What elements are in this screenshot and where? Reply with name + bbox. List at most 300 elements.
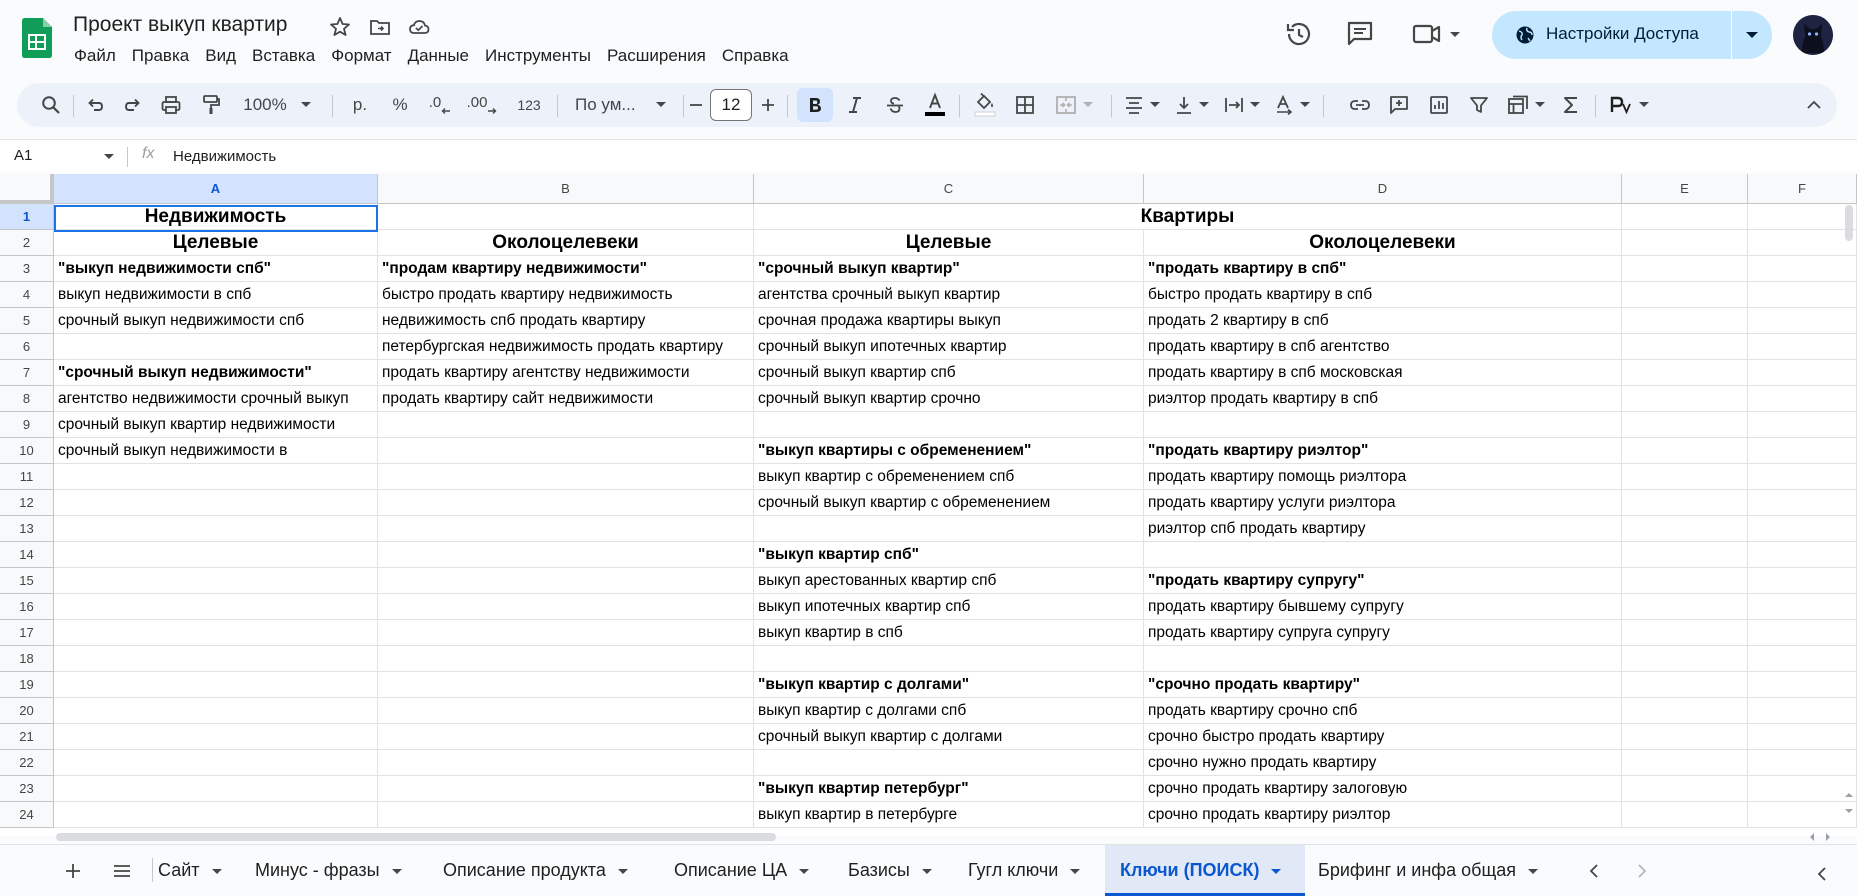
column-header-e[interactable]: E [1622, 174, 1748, 204]
cell-col-d[interactable]: продать квартиру в спб агентство [1144, 334, 1622, 360]
minus-icon [689, 98, 703, 112]
cell[interactable] [378, 750, 754, 776]
chevron-down-icon [212, 869, 222, 874]
sheet-tab-google-keys[interactable] [968, 845, 1098, 896]
row-header[interactable]: 8 [0, 386, 54, 412]
toolbar-divider [787, 95, 788, 117]
borders-button[interactable] [1007, 83, 1043, 127]
cell-col-d[interactable]: "продать квартиру в спб" [1144, 256, 1622, 282]
row-header[interactable]: 2 [0, 230, 54, 256]
cell[interactable] [1144, 542, 1622, 568]
cell[interactable] [1748, 334, 1857, 360]
undo-button[interactable] [77, 83, 113, 127]
cell-col-b[interactable]: недвижимость спб продать квартиру [378, 308, 754, 334]
sheet-tab-negative-keywords[interactable] [255, 845, 413, 896]
cell[interactable] [1622, 594, 1748, 620]
cell[interactable] [378, 412, 754, 438]
chevron-down-icon [1199, 102, 1209, 108]
sheet-tab-site[interactable] [157, 845, 237, 896]
bold-icon [807, 96, 823, 114]
cell[interactable] [1748, 672, 1857, 698]
sheet-tab-bases[interactable] [848, 845, 948, 896]
cell-col-a[interactable]: выкуп недвижимости в спб [54, 282, 378, 308]
text-wrapping-button[interactable] [1217, 83, 1267, 127]
horizontal-align-button[interactable] [1117, 83, 1167, 127]
row-header[interactable]: 19 [0, 672, 54, 698]
select-all-corner[interactable] [0, 174, 54, 204]
cell[interactable] [378, 724, 754, 750]
chevron-down-icon [799, 869, 809, 874]
cell[interactable] [378, 204, 754, 230]
comments-icon[interactable] [1344, 18, 1376, 50]
cell[interactable] [1748, 464, 1857, 490]
cell[interactable] [378, 516, 754, 542]
cell-b2[interactable]: Околоцелевеки [378, 230, 754, 256]
spreadsheet-grid[interactable] [0, 174, 1857, 836]
menu-extensions[interactable]: Расширения [607, 46, 706, 65]
horizontal-scrollbar[interactable] [56, 833, 776, 841]
column-header-f[interactable]: F [1748, 174, 1857, 204]
sheet-tab-label: Ключи (ПОИСК) [1120, 860, 1260, 880]
cell-col-c[interactable]: агентства срочный выкуп квартир [754, 282, 1144, 308]
row-header[interactable]: 23 [0, 776, 54, 802]
cell-col-c[interactable]: срочный выкуп ипотечных квартир [754, 334, 1144, 360]
cell-col-d[interactable]: риэлтор спб продать квартиру [1144, 516, 1622, 542]
column-header-b[interactable]: B [378, 174, 754, 204]
menu-format[interactable]: Формат [331, 46, 392, 65]
menu-icon [113, 864, 131, 878]
menu-view[interactable]: Вид [205, 46, 236, 65]
cell[interactable] [54, 620, 378, 646]
align-bottom-icon [1175, 95, 1193, 115]
scroll-left-icon[interactable] [1808, 832, 1816, 842]
row-header[interactable]: 21 [0, 724, 54, 750]
plus-icon [65, 863, 81, 879]
cell-col-c[interactable]: "срочный выкуп квартир" [754, 256, 1144, 282]
cell[interactable] [1622, 464, 1748, 490]
cell-col-d[interactable]: срочно продать квартиру залоговую [1144, 776, 1622, 802]
cell[interactable] [54, 594, 378, 620]
column-header-c[interactable]: C [754, 174, 1144, 204]
cell-col-d[interactable]: "продать квартиру риэлтор" [1144, 438, 1622, 464]
cell-col-a[interactable]: срочный выкуп квартир недвижимости [54, 412, 378, 438]
cell[interactable] [1144, 646, 1622, 672]
row-header[interactable]: 3 [0, 256, 54, 282]
cell[interactable] [754, 412, 1144, 438]
cell[interactable] [1748, 360, 1857, 386]
menu-tools[interactable]: Инструменты [485, 46, 592, 65]
cell[interactable] [378, 568, 754, 594]
vertical-align-button[interactable] [1167, 83, 1217, 127]
cell[interactable] [54, 542, 378, 568]
cell-col-d[interactable]: быстро продать квартиру в спб [1144, 282, 1622, 308]
move-folder-icon[interactable] [368, 15, 392, 39]
cell[interactable] [54, 750, 378, 776]
text-rotation-button[interactable] [1267, 83, 1317, 127]
cell-col-c[interactable]: "выкуп квартир петербург" [754, 776, 1144, 802]
decrease-decimal-button[interactable] [422, 83, 458, 127]
cell[interactable] [54, 646, 378, 672]
share-button[interactable] [1492, 11, 1772, 59]
menu-file[interactable]: Файл [74, 46, 116, 65]
toolbar-divider [332, 95, 333, 117]
row-header[interactable]: 1 [0, 204, 54, 230]
filter-views-icon [1507, 95, 1529, 115]
cell-col-c[interactable]: срочный выкуп квартир с обременением [754, 490, 1144, 516]
cell-col-a[interactable]: "выкуп недвижимости спб" [54, 256, 378, 282]
cell-d2[interactable]: Околоцелевеки [1144, 230, 1622, 256]
sheet-tab-label: Брифинг и инфа общая [1318, 860, 1517, 880]
cell[interactable] [1622, 776, 1748, 802]
toolbar-divider [1111, 95, 1112, 117]
toolbar-divider [959, 95, 960, 117]
decrease-decimal-label: .0 [428, 93, 442, 111]
cell-col-d[interactable]: срочно продать квартиру риэлтор [1144, 802, 1622, 828]
italic-icon [847, 96, 863, 114]
cell[interactable] [1622, 412, 1748, 438]
print-button[interactable] [153, 83, 189, 127]
cell[interactable] [1622, 672, 1748, 698]
input-tools-button[interactable] [1601, 83, 1657, 127]
cell[interactable] [1622, 568, 1748, 594]
cell-col-c[interactable]: срочный выкуп квартир спб [754, 360, 1144, 386]
cell[interactable] [1622, 646, 1748, 672]
cell-col-b[interactable]: продать квартиру агентству недвижимости [378, 360, 754, 386]
cell[interactable] [378, 776, 754, 802]
cell[interactable] [1748, 412, 1857, 438]
cell[interactable] [54, 334, 378, 360]
redo-icon [123, 95, 143, 115]
sheet-tab-audience-description[interactable] [674, 845, 834, 896]
menu-bar [66, 44, 797, 68]
globe-icon [1515, 25, 1535, 45]
cell-a2[interactable]: Целевые [54, 230, 378, 256]
bold-button[interactable] [797, 88, 833, 122]
chart-icon [1429, 95, 1449, 115]
scroll-up-icon[interactable] [1844, 791, 1854, 799]
sheet-tab-label: Описание ЦА [674, 860, 788, 880]
cell[interactable] [1622, 438, 1748, 464]
sheet-tab-label: Базисы [848, 860, 910, 880]
cell-col-c[interactable]: выкуп квартир с обременением спб [754, 464, 1144, 490]
redo-button[interactable] [115, 83, 151, 127]
cell-col-d[interactable]: срочно быстро продать квартиру [1144, 724, 1622, 750]
cell[interactable] [378, 698, 754, 724]
menu-help[interactable]: Справка [721, 46, 789, 65]
meet-icon[interactable] [1410, 18, 1462, 50]
cell[interactable] [1622, 204, 1748, 230]
sheet-tab-search-keys[interactable] [1105, 845, 1305, 896]
cell[interactable] [1622, 386, 1748, 412]
text-rotation-icon [1274, 95, 1294, 115]
fill-color-button[interactable] [967, 83, 1003, 127]
row-header[interactable]: 22 [0, 750, 54, 776]
row-header[interactable]: 18 [0, 646, 54, 672]
cell-col-c[interactable]: срочный выкуп квартир с долгами [754, 724, 1144, 750]
cell-col-d[interactable]: риэлтор продать квартиру в спб [1144, 386, 1622, 412]
cell-col-c[interactable]: выкуп ипотечных квартир спб [754, 594, 1144, 620]
cell[interactable] [1748, 542, 1857, 568]
cell-col-a[interactable]: агентство недвижимости срочный выкуп [54, 386, 378, 412]
share-dropdown-icon[interactable] [1745, 31, 1759, 39]
italic-button[interactable] [837, 83, 873, 127]
toolbar-divider [73, 95, 74, 117]
star-icon[interactable] [328, 15, 352, 39]
cell[interactable] [1748, 438, 1857, 464]
increase-decimal-label: .00 [466, 93, 488, 111]
cell[interactable] [378, 542, 754, 568]
cell-col-d[interactable]: продать квартиру услуги риэлтора [1144, 490, 1622, 516]
currency-format-button[interactable]: р. [352, 95, 368, 114]
font-family-select[interactable] [565, 83, 677, 127]
increase-font-size-button[interactable] [756, 83, 780, 127]
row-header[interactable]: 10 [0, 438, 54, 464]
row-header[interactable]: 6 [0, 334, 54, 360]
increase-decimal-button[interactable] [462, 83, 502, 127]
row-header[interactable]: 15 [0, 568, 54, 594]
cell[interactable] [1748, 516, 1857, 542]
cell-a1[interactable]: Недвижимость [54, 204, 378, 230]
cell[interactable] [1748, 776, 1857, 802]
cell-col-c[interactable]: "выкуп квартиры с обременением" [754, 438, 1144, 464]
name-box[interactable]: A1 [14, 147, 33, 164]
cell[interactable] [54, 776, 378, 802]
chevron-right-icon[interactable] [1636, 863, 1648, 879]
cell[interactable] [378, 438, 754, 464]
add-sheet-button[interactable] [58, 845, 88, 896]
cell-col-d[interactable]: продать 2 квартиру в спб [1144, 308, 1622, 334]
cell[interactable] [1622, 360, 1748, 386]
cell[interactable] [1622, 490, 1748, 516]
cell-col-c[interactable]: выкуп квартир в петербурге [754, 802, 1144, 828]
cell[interactable] [1622, 698, 1748, 724]
cell[interactable] [378, 646, 754, 672]
sheet-tab-product-description[interactable] [443, 845, 649, 896]
cell[interactable] [1622, 516, 1748, 542]
cell-col-c[interactable]: "выкуп квартир с долгами" [754, 672, 1144, 698]
chevron-down-icon [1639, 102, 1649, 108]
row-header[interactable]: 16 [0, 594, 54, 620]
insert-link-button[interactable] [1342, 83, 1378, 127]
cell-col-d[interactable]: "продать квартиру супругу" [1144, 568, 1622, 594]
cell[interactable] [1748, 620, 1857, 646]
cell-col-c[interactable]: срочный выкуп квартир срочно [754, 386, 1144, 412]
cell-col-d[interactable]: "срочно продать квартиру" [1144, 672, 1622, 698]
row-header[interactable]: 9 [0, 412, 54, 438]
cell-col-c[interactable]: выкуп арестованных квартир спб [754, 568, 1144, 594]
zoom-value: 100% [243, 95, 287, 114]
cell[interactable] [1622, 282, 1748, 308]
scroll-right-icon[interactable] [1824, 832, 1832, 842]
cell[interactable] [1144, 412, 1622, 438]
font-size-input[interactable]: 12 [710, 89, 752, 121]
row-header[interactable]: 17 [0, 620, 54, 646]
cell[interactable] [1622, 542, 1748, 568]
chevron-down-icon [392, 869, 402, 874]
chevron-down-icon [1271, 869, 1281, 874]
sheet-tabs-bar [0, 844, 1857, 895]
cell[interactable] [54, 698, 378, 724]
cell[interactable] [1622, 620, 1748, 646]
zoom-select[interactable] [237, 83, 317, 127]
cell[interactable] [1748, 204, 1857, 230]
cell[interactable] [1748, 568, 1857, 594]
merge-cells-icon [1055, 95, 1077, 115]
cell-col-d[interactable]: продать квартиру помощь риэлтора [1144, 464, 1622, 490]
cell[interactable] [1622, 802, 1748, 828]
strikethrough-button[interactable] [877, 83, 913, 127]
cell[interactable] [1622, 256, 1748, 282]
text-wrap-icon [1224, 96, 1244, 114]
cell[interactable] [1748, 724, 1857, 750]
cell-col-c[interactable]: выкуп квартир с долгами спб [754, 698, 1144, 724]
sheet-tab-label: Сайт [158, 860, 200, 880]
cell[interactable] [54, 464, 378, 490]
filter-views-button[interactable] [1501, 83, 1551, 127]
cell[interactable] [378, 490, 754, 516]
row-header[interactable]: 5 [0, 308, 54, 334]
cell-col-d[interactable]: продать квартиру в спб московская [1144, 360, 1622, 386]
chevron-down-icon[interactable] [104, 154, 114, 160]
chevron-down-icon [301, 102, 311, 108]
cell[interactable] [1748, 594, 1857, 620]
row-header[interactable]: 12 [0, 490, 54, 516]
cell[interactable] [378, 620, 754, 646]
arrow-right-icon [487, 106, 497, 116]
row-header[interactable]: 13 [0, 516, 54, 542]
document-title[interactable]: Проект выкуп квартир [73, 13, 288, 36]
cell[interactable] [378, 594, 754, 620]
menu-data[interactable]: Данные [407, 46, 469, 65]
cell[interactable] [378, 464, 754, 490]
cell-c2[interactable]: Целевые [754, 230, 1144, 256]
row-header[interactable]: 20 [0, 698, 54, 724]
cell[interactable] [54, 568, 378, 594]
all-sheets-button[interactable] [107, 845, 137, 896]
search-menus-button[interactable] [33, 83, 69, 127]
formula-input[interactable]: Недвижимость [173, 148, 277, 165]
vertical-scrollbar[interactable] [1845, 205, 1853, 241]
cell[interactable] [1748, 750, 1857, 776]
cell[interactable] [1748, 646, 1857, 672]
cell-col-b[interactable]: продать квартиру сайт недвижимости [378, 386, 754, 412]
cell[interactable] [1748, 490, 1857, 516]
menu-insert[interactable]: Вставка [252, 46, 316, 65]
functions-button[interactable] [1553, 83, 1589, 127]
cell[interactable] [1748, 230, 1857, 256]
decrease-font-size-button[interactable] [684, 83, 708, 127]
toolbar-divider [557, 95, 558, 117]
plus-icon [761, 98, 775, 112]
cell[interactable] [1622, 230, 1748, 256]
cell-col-c[interactable]: срочная продажа квартиры выкуп [754, 308, 1144, 334]
explore-collapse-icon[interactable] [1816, 867, 1828, 881]
sigma-icon [1562, 95, 1580, 115]
row-header[interactable]: 14 [0, 542, 54, 568]
tabs-divider [152, 858, 153, 882]
cell[interactable] [1748, 386, 1857, 412]
column-header-a[interactable]: A [54, 174, 378, 204]
cell-col-b[interactable]: петербургская недвижимость продать квартиру [378, 334, 754, 360]
merge-cells-button[interactable] [1049, 83, 1099, 127]
cell[interactable] [54, 802, 378, 828]
cell[interactable] [754, 646, 1144, 672]
cell-col-a[interactable]: срочный выкуп недвижимости спб [54, 308, 378, 334]
menu-edit[interactable]: Правка [131, 46, 190, 65]
create-filter-button[interactable] [1461, 83, 1497, 127]
paint-format-button[interactable] [193, 83, 229, 127]
row-header[interactable]: 4 [0, 282, 54, 308]
cell[interactable] [754, 516, 1144, 542]
insert-chart-button[interactable] [1421, 83, 1457, 127]
cell-col-d[interactable]: продать квартиру срочно спб [1144, 698, 1622, 724]
cell[interactable] [378, 802, 754, 828]
strikethrough-icon [885, 96, 905, 114]
collapse-menus-button[interactable] [1799, 83, 1829, 127]
cell[interactable] [1622, 308, 1748, 334]
link-icon [1349, 98, 1371, 112]
cell[interactable] [1748, 802, 1857, 828]
cell-col-d[interactable]: срочно нужно продать квартиру [1144, 750, 1622, 776]
cell-col-c[interactable]: выкуп квартир в спб [754, 620, 1144, 646]
cell[interactable] [1748, 698, 1857, 724]
row-header[interactable]: 24 [0, 802, 54, 828]
cell-col-a[interactable]: срочный выкуп недвижимости в [54, 438, 378, 464]
cell[interactable] [54, 490, 378, 516]
cell[interactable] [1748, 256, 1857, 282]
row-header[interactable]: 11 [0, 464, 54, 490]
more-formats-button[interactable]: 123 [517, 97, 541, 113]
add-comment-icon [1388, 94, 1410, 116]
cell[interactable] [1622, 724, 1748, 750]
fx-icon: fx [142, 145, 155, 162]
font-family-value: По ум... [575, 95, 636, 114]
chevron-down-icon [922, 869, 932, 874]
cell-col-b[interactable]: "продам квартиру недвижимости" [378, 256, 754, 282]
cell-col-a[interactable]: "срочный выкуп недвижимости" [54, 360, 378, 386]
paint-format-icon [201, 94, 221, 116]
cell[interactable] [1622, 750, 1748, 776]
percent-format-button[interactable]: % [392, 95, 408, 114]
cell-cd1-merged[interactable]: Квартиры [754, 204, 1622, 230]
cell[interactable] [54, 516, 378, 542]
scroll-down-icon[interactable] [1844, 807, 1854, 815]
cell-col-b[interactable]: быстро продать квартиру недвижимость [378, 282, 754, 308]
text-color-button[interactable] [917, 83, 953, 127]
insert-comment-button[interactable] [1381, 83, 1417, 127]
avatar[interactable] [1793, 15, 1833, 55]
cell[interactable] [378, 672, 754, 698]
cell-col-d[interactable]: продать квартиру бывшему супругу [1144, 594, 1622, 620]
cell-col-c[interactable]: "выкуп квартир спб" [754, 542, 1144, 568]
share-divider [1731, 11, 1732, 59]
chevron-left-icon[interactable] [1588, 863, 1600, 879]
cell[interactable] [1748, 308, 1857, 334]
row-header[interactable]: 7 [0, 360, 54, 386]
cloud-saved-icon[interactable] [407, 15, 431, 39]
cell[interactable] [54, 724, 378, 750]
sheet-tab-briefing[interactable] [1318, 845, 1554, 896]
sheets-logo-icon[interactable] [22, 18, 52, 58]
cell[interactable] [1622, 334, 1748, 360]
cell[interactable] [54, 672, 378, 698]
version-history-icon[interactable] [1283, 18, 1315, 50]
cell[interactable] [754, 750, 1144, 776]
cell[interactable] [1748, 282, 1857, 308]
share-label: Настройки Доступа [1546, 24, 1699, 43]
column-header-d[interactable]: D [1144, 174, 1622, 204]
cell-col-d[interactable]: продать квартиру супруга супругу [1144, 620, 1622, 646]
